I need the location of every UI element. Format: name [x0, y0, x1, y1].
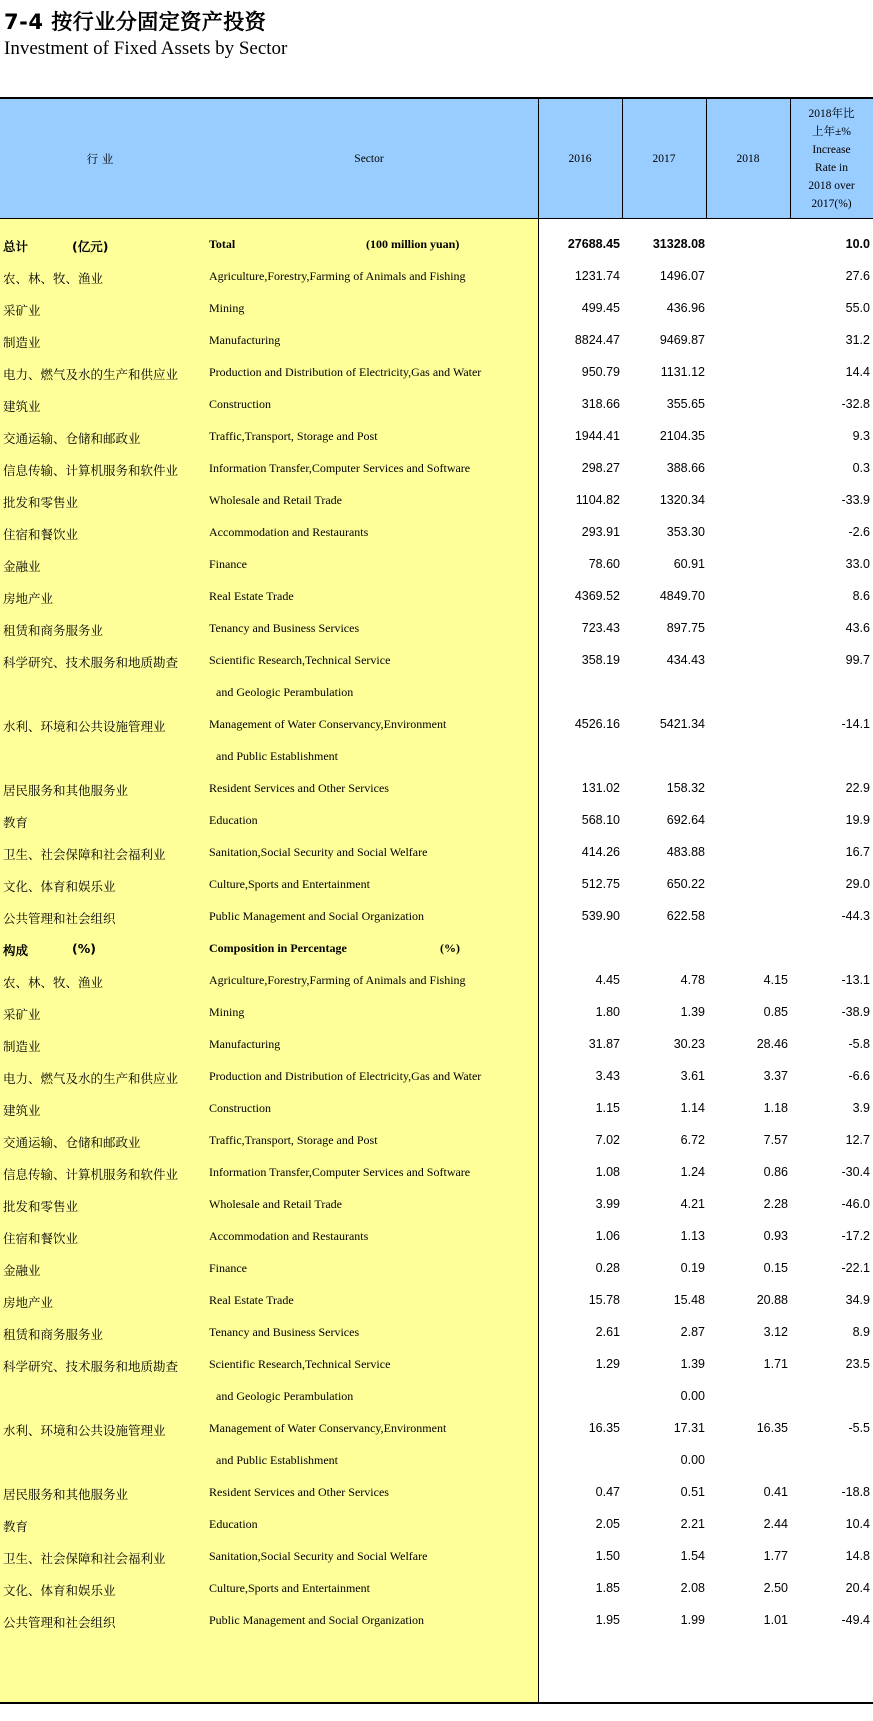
value-2016: 539.90 — [581, 909, 620, 923]
value-2016: 2.61 — [595, 1325, 620, 1339]
value-2016: 293.91 — [581, 525, 620, 539]
increase-rate: 0.3 — [852, 461, 870, 475]
sector-name-cn: 租赁和商务服务业 — [3, 623, 104, 638]
table-row — [0, 261, 873, 293]
increase-rate: -13.1 — [841, 973, 870, 987]
value-2018: 4.15 — [763, 973, 788, 987]
sector-name-cn: 住宿和餐饮业 — [3, 527, 79, 542]
table-row — [0, 741, 873, 773]
table-row — [0, 1221, 873, 1253]
sector-name-en: Scientific Research,Technical Service — [209, 1357, 391, 1371]
table-row — [0, 1029, 873, 1061]
statistics-table — [0, 97, 873, 1705]
value-2017: 9469.87 — [659, 333, 705, 347]
sector-name-en: Mining — [209, 301, 245, 315]
value-2017: 622.58 — [666, 909, 705, 923]
sector-name-cn: 水利、环境和公共设施管理业 — [3, 719, 166, 734]
increase-rate: 3.9 — [852, 1101, 870, 1115]
table-row — [0, 485, 873, 517]
table-row — [0, 1189, 873, 1221]
table-row — [0, 1157, 873, 1189]
section-label-cn: 构成 — [3, 943, 29, 958]
rate-line: 2017(%) — [811, 197, 852, 210]
section-unit-cn: (%) — [72, 941, 96, 956]
value-2016: 27688.45 — [567, 237, 620, 251]
value-2017: 483.88 — [666, 845, 705, 859]
table-row — [0, 1125, 873, 1157]
value-2018: 1.18 — [763, 1101, 788, 1115]
table-row — [0, 869, 873, 901]
sector-name-en: Information Transfer,Computer Services and Software — [209, 1165, 471, 1179]
table-row — [0, 293, 873, 325]
value-2017: 1131.12 — [660, 365, 705, 379]
value-2017: 434.43 — [666, 653, 705, 667]
sector-name-cn: 交通运输、仓储和邮政业 — [3, 431, 141, 446]
header-sector-en: Sector — [354, 152, 384, 165]
sector-name-cn: 房地产业 — [3, 591, 54, 606]
value-2017: 1.24 — [680, 1165, 705, 1179]
sector-name-cn: 教育 — [3, 815, 29, 830]
increase-rate: 8.9 — [852, 1325, 870, 1339]
value-2016: 4369.52 — [574, 589, 620, 603]
sector-name-en: Scientific Research,Technical Service — [209, 653, 391, 667]
increase-rate: 27.6 — [845, 269, 870, 283]
value-2017: 0.00 — [680, 1453, 705, 1467]
value-2016: 1231.74 — [574, 269, 620, 283]
increase-rate: -44.3 — [841, 909, 870, 923]
increase-rate: -22.1 — [841, 1261, 870, 1275]
value-2017: 4.21 — [680, 1197, 705, 1211]
table-row — [0, 901, 873, 933]
sector-name-cn: 教育 — [3, 1519, 29, 1534]
increase-rate: 14.4 — [845, 365, 870, 379]
sector-name-cn: 金融业 — [3, 1263, 41, 1278]
value-2016: 78.60 — [588, 557, 620, 571]
value-2016: 2.05 — [595, 1517, 620, 1531]
value-2017: 5421.34 — [659, 717, 705, 731]
value-2016: 318.66 — [581, 397, 620, 411]
value-2017: 1320.34 — [659, 493, 705, 507]
value-2018: 0.93 — [763, 1229, 788, 1243]
sector-name-en: and Geologic Perambulation — [216, 1389, 354, 1403]
sector-name-cn: 制造业 — [3, 1039, 41, 1054]
sector-name-en: Culture,Sports and Entertainment — [209, 1581, 370, 1595]
rate-line: Rate in — [815, 161, 848, 174]
sector-name-cn: 交通运输、仓储和邮政业 — [3, 1135, 141, 1150]
sector-name-cn: 卫生、社会保障和社会福利业 — [3, 847, 166, 862]
increase-rate: 20.4 — [845, 1581, 870, 1595]
value-2016: 0.47 — [595, 1485, 620, 1499]
value-2017: 436.96 — [666, 301, 705, 315]
table-row — [0, 677, 873, 709]
value-2017: 1.39 — [680, 1005, 705, 1019]
header-increase-rate — [790, 99, 873, 218]
increase-rate: 29.0 — [845, 877, 870, 891]
sector-name-en: Public Management and Social Organization — [209, 909, 425, 923]
table-row — [0, 517, 873, 549]
value-2017: 897.75 — [666, 621, 705, 635]
value-2017: 1.54 — [680, 1549, 705, 1563]
value-2018: 0.85 — [763, 1005, 788, 1019]
value-2016: 512.75 — [581, 877, 620, 891]
rate-line: Increase — [812, 143, 851, 156]
value-2016: 950.79 — [581, 365, 620, 379]
sector-name-cn: 电力、燃气及水的生产和供应业 — [3, 367, 179, 382]
value-2017: 388.66 — [666, 461, 705, 475]
value-2018: 0.15 — [763, 1261, 788, 1275]
section-unit-en: (%) — [440, 941, 460, 955]
value-2016: 414.26 — [581, 845, 620, 859]
table-row — [0, 1093, 873, 1125]
sector-name-cn: 建筑业 — [3, 1103, 41, 1118]
increase-rate: 9.3 — [852, 429, 870, 443]
table-row — [0, 1349, 873, 1381]
sector-name-cn: 居民服务和其他服务业 — [3, 783, 129, 798]
header-year-2018: 2018 — [736, 152, 760, 165]
sector-name-cn: 住宿和餐饮业 — [3, 1231, 79, 1246]
sector-name-en: Education — [209, 813, 258, 827]
value-2017: 650.22 — [666, 877, 705, 891]
rate-line: 上年±% — [812, 125, 851, 138]
sector-name-cn: 制造业 — [3, 335, 41, 350]
sector-name-en: Manufacturing — [209, 1037, 281, 1051]
increase-rate: -33.9 — [841, 493, 870, 507]
value-2018: 2.44 — [763, 1517, 788, 1531]
table-title-en: Investment of Fixed Assets by Sector — [4, 38, 288, 59]
table-row — [0, 837, 873, 869]
increase-rate: 16.7 — [845, 845, 870, 859]
value-2018: 20.88 — [756, 1293, 788, 1307]
sector-name-en: Accommodation and Restaurants — [209, 1229, 369, 1243]
increase-rate: -14.1 — [841, 717, 870, 731]
table-row — [0, 421, 873, 453]
value-2016: 3.43 — [595, 1069, 620, 1083]
table-row — [0, 1445, 873, 1477]
sector-name-en: Agriculture,Forestry,Farming of Animals and Fishing — [209, 973, 466, 987]
sector-name-cn: 批发和零售业 — [3, 495, 79, 510]
increase-rate: -17.2 — [841, 1229, 870, 1243]
value-2016: 499.45 — [581, 301, 620, 315]
table-row — [0, 997, 873, 1029]
column-divider — [706, 97, 707, 219]
header-year-2016: 2016 — [568, 152, 592, 165]
increase-rate: 10.0 — [845, 237, 870, 251]
sector-name-cn: 文化、体育和娱乐业 — [3, 1583, 116, 1598]
sector-name-en: Tenancy and Business Services — [209, 1325, 360, 1339]
sector-name-en: Wholesale and Retail Trade — [209, 1197, 342, 1211]
increase-rate: 22.9 — [845, 781, 870, 795]
table-row — [0, 1541, 873, 1573]
sector-name-en: Tenancy and Business Services — [209, 621, 360, 635]
sector-name-en: and Public Establishment — [216, 1453, 338, 1467]
value-2017: 1496.07 — [659, 269, 705, 283]
value-2018: 3.37 — [763, 1069, 788, 1083]
increase-rate: 8.6 — [852, 589, 870, 603]
table-row — [0, 1413, 873, 1445]
sector-name-en: Wholesale and Retail Trade — [209, 493, 342, 507]
value-2018: 2.28 — [763, 1197, 788, 1211]
value-2017: 4849.70 — [659, 589, 705, 603]
value-2017: 0.19 — [680, 1261, 705, 1275]
increase-rate: 12.7 — [845, 1133, 870, 1147]
table-header — [0, 99, 873, 219]
sector-name-en: Agriculture,Forestry,Farming of Animals and Fishing — [209, 269, 466, 283]
sector-name-en: Management of Water Conservancy,Environment — [209, 717, 447, 731]
sector-name-en: Education — [209, 1517, 258, 1531]
value-2017: 158.32 — [666, 781, 705, 795]
table-row — [0, 325, 873, 357]
composition-heading-row — [0, 933, 873, 965]
table-row — [0, 1061, 873, 1093]
sector-name-cn: 农、林、牧、渔业 — [3, 271, 104, 286]
increase-rate: -32.8 — [841, 397, 870, 411]
value-2018: 28.46 — [756, 1037, 788, 1051]
sector-name-en: Mining — [209, 1005, 245, 1019]
column-divider — [622, 97, 623, 219]
value-2017: 1.14 — [680, 1101, 705, 1115]
table-row — [0, 1573, 873, 1605]
value-2016: 1.95 — [595, 1613, 620, 1627]
table-row — [0, 965, 873, 997]
value-2017: 2.21 — [680, 1517, 705, 1531]
header-sector-cn: 行 业 — [86, 151, 114, 166]
increase-rate: 34.9 — [845, 1293, 870, 1307]
value-2018: 16.35 — [756, 1421, 788, 1435]
table-row — [0, 453, 873, 485]
value-2016: 31.87 — [588, 1037, 620, 1051]
value-2018: 2.50 — [763, 1581, 788, 1595]
value-2016: 298.27 — [581, 461, 620, 475]
table-row — [0, 1253, 873, 1285]
sector-name-en: Manufacturing — [209, 333, 281, 347]
sector-name-cn: 公共管理和社会组织 — [3, 1615, 116, 1630]
column-divider — [790, 97, 791, 219]
rate-line: 2018年比 — [808, 107, 855, 120]
sector-name-en: Traffic,Transport, Storage and Post — [209, 1133, 378, 1147]
sector-name-cn: 采矿业 — [3, 303, 41, 318]
section-unit-cn: (亿元) — [72, 239, 109, 254]
sector-name-en: and Geologic Perambulation — [216, 685, 354, 699]
sector-name-en: Sanitation,Social Security and Social Welfare — [209, 1549, 428, 1563]
value-2016: 131.02 — [581, 781, 620, 795]
value-2017: 1.99 — [680, 1613, 705, 1627]
table-row — [0, 773, 873, 805]
value-2017: 1.13 — [680, 1229, 705, 1243]
sector-name-en: and Public Establishment — [216, 749, 338, 763]
sector-name-cn: 电力、燃气及水的生产和供应业 — [3, 1071, 179, 1086]
value-2018: 1.71 — [763, 1357, 788, 1371]
table-row — [0, 1605, 873, 1637]
value-2016: 1104.82 — [575, 493, 620, 507]
section-label-cn: 总计 — [3, 239, 29, 254]
value-2017: 0.00 — [680, 1389, 705, 1403]
sector-name-en: Accommodation and Restaurants — [209, 525, 369, 539]
increase-rate: -6.6 — [848, 1069, 870, 1083]
value-2016: 1.80 — [595, 1005, 620, 1019]
sector-name-en: Construction — [209, 397, 271, 411]
value-2017: 2.87 — [680, 1325, 705, 1339]
table-title-cn: 7-4 按行业分固定资产投资 — [4, 10, 267, 34]
sector-name-en: Finance — [209, 1261, 247, 1275]
value-2017: 3.61 — [680, 1069, 705, 1083]
sector-name-cn: 水利、环境和公共设施管理业 — [3, 1423, 166, 1438]
value-2017: 6.72 — [680, 1133, 705, 1147]
value-2016: 7.02 — [595, 1133, 620, 1147]
value-2016: 358.19 — [581, 653, 620, 667]
value-2017: 4.78 — [680, 973, 705, 987]
increase-rate: 43.6 — [845, 621, 870, 635]
value-2017: 353.30 — [666, 525, 705, 539]
sector-name-cn: 科学研究、技术服务和地质勘查 — [3, 1359, 179, 1374]
value-2016: 0.28 — [595, 1261, 620, 1275]
sector-name-en: Resident Services and Other Services — [209, 1485, 389, 1499]
sector-name-en: Construction — [209, 1101, 271, 1115]
sector-name-cn: 居民服务和其他服务业 — [3, 1487, 129, 1502]
increase-rate: 31.2 — [845, 333, 870, 347]
table-row — [0, 357, 873, 389]
increase-rate: 14.8 — [845, 1549, 870, 1563]
value-2016: 723.43 — [581, 621, 620, 635]
increase-rate: -38.9 — [841, 1005, 870, 1019]
sector-name-cn: 农、林、牧、渔业 — [3, 975, 104, 990]
header-year-2017: 2017 — [652, 152, 676, 165]
value-2016: 1.85 — [595, 1581, 620, 1595]
value-2018: 7.57 — [763, 1133, 788, 1147]
table-row — [0, 1285, 873, 1317]
sector-name-en: Sanitation,Social Security and Social Welfare — [209, 845, 428, 859]
sector-name-en: Real Estate Trade — [209, 589, 294, 603]
value-2018: 3.12 — [763, 1325, 788, 1339]
value-2018: 1.77 — [763, 1549, 788, 1563]
table-bottom-rule — [0, 1702, 873, 1704]
table-row — [0, 709, 873, 741]
value-2018: 0.41 — [763, 1485, 788, 1499]
sector-name-en: Resident Services and Other Services — [209, 781, 389, 795]
table-row — [0, 613, 873, 645]
table-row — [0, 549, 873, 581]
increase-rate: -2.6 — [848, 525, 870, 539]
value-2016: 16.35 — [588, 1421, 620, 1435]
table-row — [0, 645, 873, 677]
value-2017: 30.23 — [673, 1037, 705, 1051]
sector-name-cn: 科学研究、技术服务和地质勘查 — [3, 655, 179, 670]
sector-name-en: Traffic,Transport, Storage and Post — [209, 429, 378, 443]
sector-name-cn: 租赁和商务服务业 — [3, 1327, 104, 1342]
sector-name-en: Information Transfer,Computer Services and Software — [209, 461, 471, 475]
sector-name-en: Real Estate Trade — [209, 1293, 294, 1307]
increase-rate: -18.8 — [841, 1485, 870, 1499]
value-2017: 0.51 — [680, 1485, 705, 1499]
increase-rate: 55.0 — [845, 301, 870, 315]
section-label-en: Composition in Percentage — [209, 941, 347, 955]
value-2016: 1.29 — [595, 1357, 620, 1371]
rate-line: 2018 over — [808, 179, 855, 192]
value-2016: 15.78 — [588, 1293, 620, 1307]
value-2017: 2104.35 — [659, 429, 705, 443]
increase-rate: 99.7 — [845, 653, 870, 667]
increase-rate: -49.4 — [841, 1613, 870, 1627]
increase-rate: 33.0 — [845, 557, 870, 571]
value-2016: 4526.16 — [574, 717, 620, 731]
value-2016: 3.99 — [595, 1197, 620, 1211]
value-2016: 8824.47 — [574, 333, 620, 347]
value-2017: 60.91 — [673, 557, 705, 571]
value-2017: 355.65 — [666, 397, 705, 411]
sector-name-cn: 文化、体育和娱乐业 — [3, 879, 116, 894]
section-label-en: Total — [209, 237, 236, 251]
sector-name-cn: 公共管理和社会组织 — [3, 911, 116, 926]
table-row — [0, 1381, 873, 1413]
table-row — [0, 581, 873, 613]
value-2017: 31328.08 — [652, 237, 705, 251]
value-2017: 2.08 — [680, 1581, 705, 1595]
sector-name-cn: 建筑业 — [3, 399, 41, 414]
sector-name-cn: 信息传输、计算机服务和软件业 — [3, 463, 179, 478]
sector-name-cn: 房地产业 — [3, 1295, 54, 1310]
value-2016: 568.10 — [581, 813, 620, 827]
table-row — [0, 1477, 873, 1509]
sector-name-en: Public Management and Social Organization — [209, 1613, 425, 1627]
sector-name-cn: 卫生、社会保障和社会福利业 — [3, 1551, 166, 1566]
sector-name-cn: 金融业 — [3, 559, 41, 574]
sector-name-cn: 批发和零售业 — [3, 1199, 79, 1214]
section-unit-en: (100 million yuan) — [366, 237, 460, 251]
value-2018: 1.01 — [763, 1613, 788, 1627]
value-2016: 1944.41 — [574, 429, 620, 443]
value-2016: 1.06 — [595, 1229, 620, 1243]
sector-name-en: Finance — [209, 557, 247, 571]
table-row — [0, 389, 873, 421]
increase-rate: 10.4 — [845, 1517, 870, 1531]
sector-name-en: Culture,Sports and Entertainment — [209, 877, 370, 891]
increase-rate: -30.4 — [841, 1165, 870, 1179]
table-row — [0, 1317, 873, 1349]
sector-name-en: Production and Distribution of Electricity,Gas and Water — [209, 365, 482, 379]
value-2018: 0.86 — [763, 1165, 788, 1179]
increase-rate: 19.9 — [845, 813, 870, 827]
sector-name-en: Production and Distribution of Electricity,Gas and Water — [209, 1069, 482, 1083]
increase-rate: -5.5 — [848, 1421, 870, 1435]
value-2016: 4.45 — [595, 973, 620, 987]
sector-name-cn: 信息传输、计算机服务和软件业 — [3, 1167, 179, 1182]
value-2017: 17.31 — [673, 1421, 705, 1435]
sector-name-cn: 采矿业 — [3, 1007, 41, 1022]
increase-rate: -46.0 — [841, 1197, 870, 1211]
table-row — [0, 1509, 873, 1541]
increase-rate: 23.5 — [845, 1357, 870, 1371]
value-2016: 1.15 — [595, 1101, 620, 1115]
total-row — [0, 229, 873, 261]
value-2017: 1.39 — [680, 1357, 705, 1371]
sector-name-en: Management of Water Conservancy,Environment — [209, 1421, 447, 1435]
table-row — [0, 805, 873, 837]
value-2016: 1.08 — [595, 1165, 620, 1179]
value-2017: 692.64 — [666, 813, 705, 827]
value-2017: 15.48 — [673, 1293, 705, 1307]
increase-rate: -5.8 — [848, 1037, 870, 1051]
value-2016: 1.50 — [595, 1549, 620, 1563]
